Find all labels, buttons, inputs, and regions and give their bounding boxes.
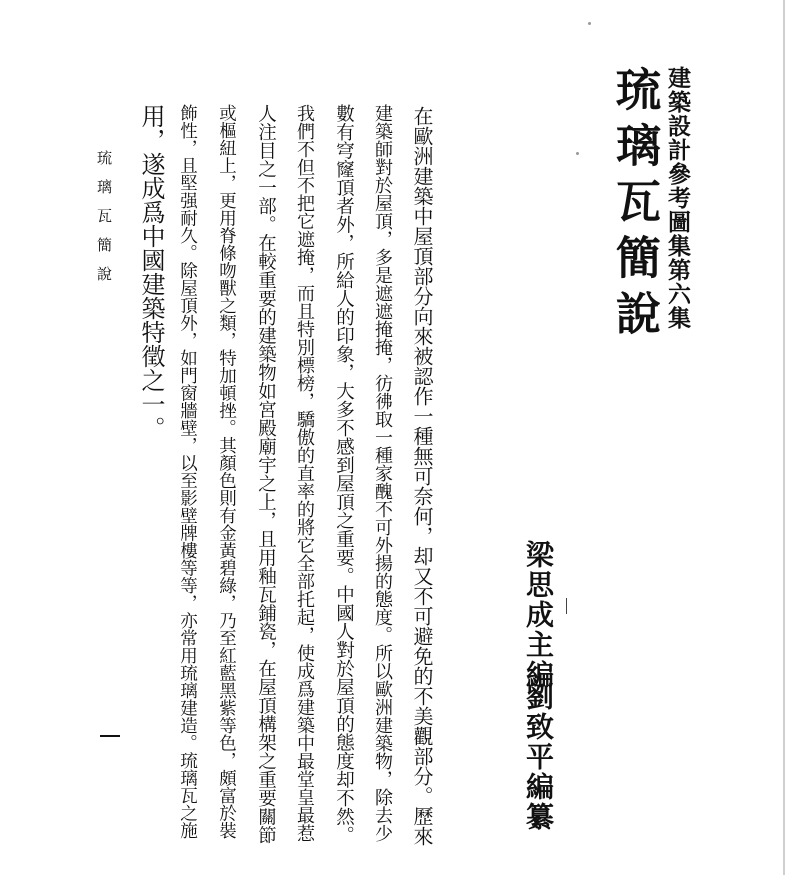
book-title: 琉璃瓦簡說 (608, 66, 661, 346)
scan-speck (576, 152, 579, 155)
body-line: 飾性，且堅强耐久。除屋頂外，如門窗牆壁，以至影壁牌樓等等，亦常用琉璃建造。琉璃瓦之施 (177, 104, 198, 839)
chief-editor: 梁思成主編 (522, 540, 555, 690)
compiler: 劉致平編纂 (522, 682, 555, 832)
body-line: 人注目之一部。在較重要的建築物如宮殿廟宇之上，且用釉瓦鋪瓷，在屋頂構架之重要關節 (255, 104, 277, 844)
running-title: 琉璃瓦簡說 (95, 150, 113, 295)
page-edge (783, 0, 785, 875)
body-line: 我們不但不把它遮掩，而且特別標榜，驕傲的直率的將它全部托起，使成爲建築中最堂皇最惹 (294, 104, 315, 842)
body-line: 建築師對於屋頂，多是遮遮掩掩，彷彿取一種家醜不可外揚的態度。所以歐洲建築物，除去少 (372, 104, 393, 842)
scan-speck (588, 22, 591, 25)
page-number-mark (100, 735, 120, 737)
body-line: 在歐洲建築中屋頂部分向來被認作一種無可奈何，却又不可避免的不美觀部分。歷來 (410, 106, 434, 846)
series-title: 建築設計參考圖集第六集 (664, 66, 691, 330)
body-line: 或樞紐上，更用脊條吻獸之類，特加頓挫。其顏色則有金黃碧綠，乃至紅藍黑紫等色，頗富於裝 (216, 104, 237, 839)
body-line: 用，遂成爲中國建築特徵之一。 (137, 104, 165, 440)
print-mark (566, 598, 567, 614)
body-line: 數有穹窿頂者外，所給人的印象，大多不感到屋頂之重要。中國人對於屋頂的態度却不然。 (333, 104, 355, 844)
